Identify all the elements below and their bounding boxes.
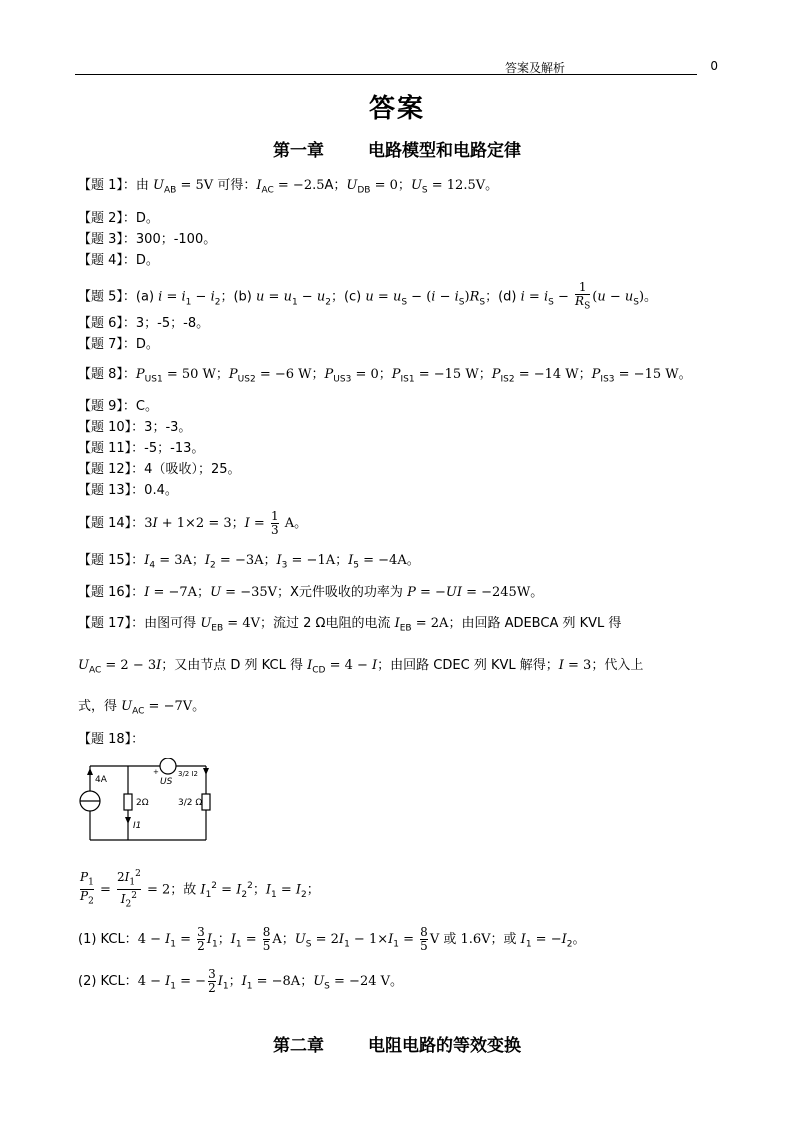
answer-q12: 【题 12】：4（吸收）；25。 bbox=[78, 462, 241, 477]
answer-q17-line1: 【题 17】：由图可得 $U_{EB} = 4V$；流过 2 Ω电阻的电流 $I_{EB} = 2A$；由回路 ADEBCA 列 KVL 得 bbox=[78, 616, 622, 634]
chapter-2-number: 第二章 bbox=[273, 1036, 324, 1056]
r2-label: 3/2 Ω bbox=[178, 798, 203, 808]
source-label: 4A bbox=[95, 775, 107, 785]
r1-label: 2Ω bbox=[136, 798, 149, 808]
source-arrow bbox=[87, 768, 93, 775]
answer-q6: 【题 6】：3；-5；-8。 bbox=[78, 316, 210, 331]
us-label: US bbox=[160, 777, 173, 787]
ctrl-label: 3/2 I2 bbox=[178, 770, 199, 778]
answer-q18-label: 【题 18】： bbox=[78, 732, 145, 747]
answer-q5: 【题 5】：(a) $i = i_1 - i_2$；(b) $u = u_1 - u_2$；(c) $u = u_S - (i - i_S)R_S$；(d) $i = i_S$ − $\frac{1}{R_S}$ $(u - u_S)$。 bbox=[78, 280, 658, 312]
i1-arrow bbox=[125, 817, 131, 824]
answer-q4: 【题 4】：D。 bbox=[78, 253, 159, 268]
answer-q14: 【题 14】：3I + 1×2 = 3；I = $\frac{1}{3}$ A。 bbox=[78, 509, 308, 537]
answer-q3: 【题 3】：300；-100。 bbox=[78, 232, 217, 247]
chapter-1-number: 第一章 bbox=[273, 141, 324, 161]
answer-q8: 【题 8】：$P_{US1} = 50$ W；$P_{US2} = -6$ W；$P_{US3} = 0$；$P_{IS1} = -15$ W；$P_{IS2} = -14$ W；$P_{IS3} = -15$ W。 bbox=[78, 367, 692, 385]
answer-q18-case1: (1) KCL：$4 - I_1$ = $\frac{3}{2}$ $I_1$；$I_1$ = $\frac{8}{5}$ A；$U_S = 2I_1 - 1\times I_1$ = $\frac{8}{5}$ V 或 1.6V；或 $I_1 = -I_2$。 bbox=[78, 925, 586, 953]
resistor-1-5ohm bbox=[202, 794, 210, 810]
answer-q10: 【题 10】：3；-3。 bbox=[78, 420, 192, 435]
i2-arrow bbox=[203, 768, 209, 775]
answer-q9: 【题 9】：C。 bbox=[78, 399, 158, 414]
answer-q2: 【题 2】：D。 bbox=[78, 211, 159, 226]
chapter-2-name: 电阻电路的等效变换 bbox=[368, 1036, 521, 1056]
voltage-source-symbol bbox=[160, 758, 176, 774]
answer-q1: 【题 1】：由 $U_{AB} = 5V$ 可得：$I_{AC} = -2.5A$；$U_{DB} = 0$；$U_S = 12.5V$。 bbox=[78, 178, 499, 196]
header-text: 答案及解析 bbox=[505, 61, 566, 75]
answer-q7: 【题 7】：D。 bbox=[78, 337, 159, 352]
answer-q11: 【题 11】：-5；-13。 bbox=[78, 441, 205, 456]
chapter-1-name: 电路模型和电路定律 bbox=[368, 141, 521, 161]
header-rule bbox=[75, 74, 697, 75]
chapter-1-heading bbox=[0, 136, 794, 161]
answer-q13: 【题 13】：0.4。 bbox=[78, 483, 178, 498]
resistor-2ohm bbox=[124, 794, 132, 810]
i1-label: I1 bbox=[133, 821, 142, 831]
page-header bbox=[75, 59, 720, 75]
circuit-diagram bbox=[78, 758, 218, 848]
page-title: 答案 bbox=[368, 94, 425, 124]
answer-q16: 【题 16】：I = −7A；U = −35V；X元件吸收的功率为 P = −UI = −245W。 bbox=[78, 585, 544, 600]
page-number: 0 bbox=[710, 59, 718, 73]
answer-q17-line2: $U_{AC} = 2 - 3I$；又由节点 D 列 KCL 得 $I_{CD} = 4 - I$；由回路 CDEC 列 KVL 解得；I = 3；代入上 bbox=[78, 658, 644, 676]
answer-q17-line3: 式，得 $U_{AC} = -7V$。 bbox=[78, 699, 206, 717]
chapter-2-heading bbox=[0, 1031, 794, 1056]
answer-q18-power: $\frac{P_1}{P_2}$ = $\frac{2I_1^2}{I_2^2}$ = 2；故 $I_1^2 = I_2^2$；$I_1 = I_2$； bbox=[80, 869, 320, 910]
svg-text:+: + bbox=[153, 768, 159, 776]
answer-q15: 【题 15】：$I_4 = 3A$；$I_2 = -3A$；$I_3 = -1A$；$I_5 = -4A$。 bbox=[78, 553, 420, 571]
answer-q18-case2: (2) KCL：$4 - I_1$ = − $\frac{3}{2}$ $I_1$；$I_1 = -8A$；$U_S = -24$ V。 bbox=[78, 967, 404, 995]
